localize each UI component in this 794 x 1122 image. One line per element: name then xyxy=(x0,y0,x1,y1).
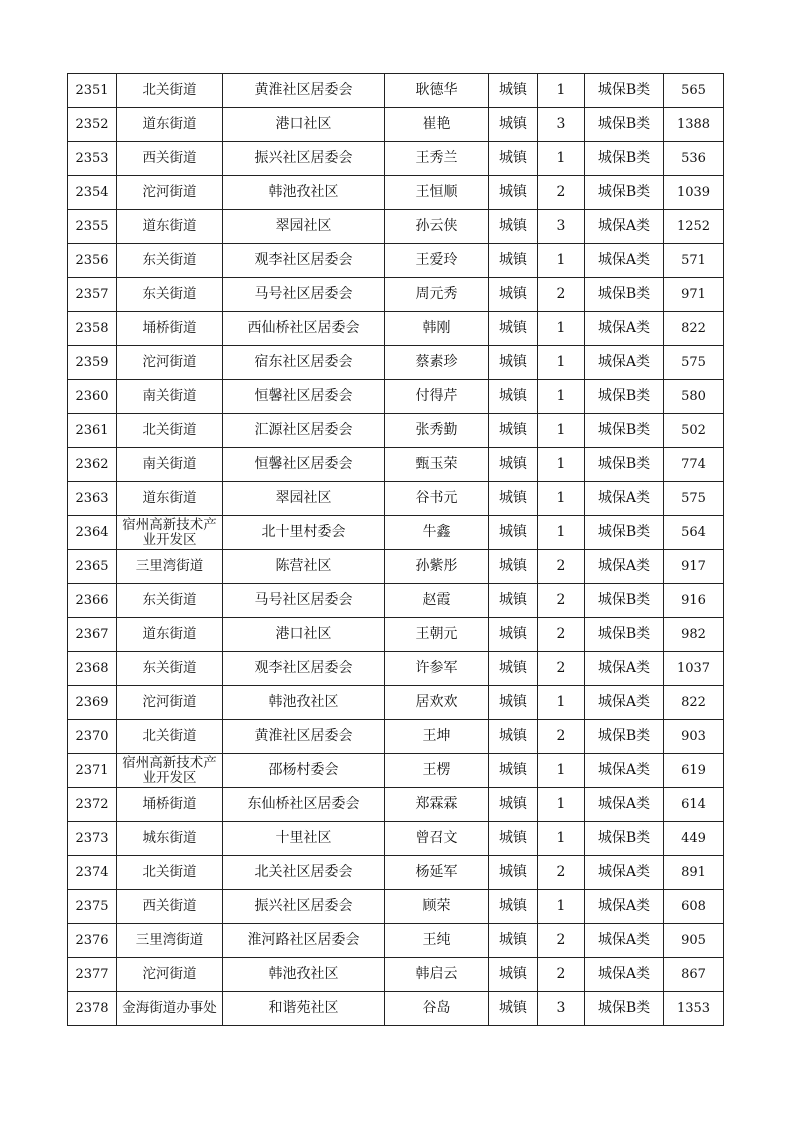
household-size-cell: 2 xyxy=(538,720,585,754)
recipient-name-cell: 韩刚 xyxy=(385,312,489,346)
household-type-cell: 城镇 xyxy=(489,244,538,278)
household-type-cell: 城镇 xyxy=(489,720,538,754)
household-type-cell: 城镇 xyxy=(489,550,538,584)
subdistrict-cell: 北关街道 xyxy=(117,856,223,890)
household-size-cell: 2 xyxy=(538,618,585,652)
serial-number-cell: 2366 xyxy=(68,584,117,618)
household-type-cell: 城镇 xyxy=(489,856,538,890)
household-type-cell: 城镇 xyxy=(489,890,538,924)
household-type-cell: 城镇 xyxy=(489,142,538,176)
subdistrict-cell: 宿州高新技术产业开发区 xyxy=(117,516,223,550)
household-type-cell: 城镇 xyxy=(489,822,538,856)
assistance-category-cell: 城保A类 xyxy=(585,958,664,992)
subdistrict-cell: 三里湾街道 xyxy=(117,924,223,958)
table-row xyxy=(68,516,724,550)
table-row xyxy=(68,312,724,346)
household-type-cell: 城镇 xyxy=(489,652,538,686)
subdistrict-cell: 东关街道 xyxy=(117,278,223,312)
recipient-name-cell: 耿德华 xyxy=(385,74,489,108)
household-type-cell: 城镇 xyxy=(489,754,538,788)
serial-number-cell: 2359 xyxy=(68,346,117,380)
assistance-category-cell: 城保B类 xyxy=(585,992,664,1026)
table-row xyxy=(68,142,724,176)
community-cell: 港口社区 xyxy=(223,618,385,652)
amount-cell: 982 xyxy=(664,618,724,652)
household-size-cell: 2 xyxy=(538,652,585,686)
assistance-category-cell: 城保B类 xyxy=(585,108,664,142)
household-size-cell: 1 xyxy=(538,142,585,176)
household-type-cell: 城镇 xyxy=(489,924,538,958)
amount-cell: 565 xyxy=(664,74,724,108)
household-type-cell: 城镇 xyxy=(489,482,538,516)
serial-number-cell: 2370 xyxy=(68,720,117,754)
recipient-name-cell: 赵霞 xyxy=(385,584,489,618)
amount-cell: 1353 xyxy=(664,992,724,1026)
serial-number-cell: 2357 xyxy=(68,278,117,312)
table-row xyxy=(68,584,724,618)
household-size-cell: 1 xyxy=(538,448,585,482)
subdistrict-cell: 道东街道 xyxy=(117,482,223,516)
household-size-cell: 1 xyxy=(538,788,585,822)
assistance-category-cell: 城保A类 xyxy=(585,890,664,924)
subdistrict-cell: 埇桥街道 xyxy=(117,312,223,346)
household-size-cell: 1 xyxy=(538,244,585,278)
amount-cell: 822 xyxy=(664,686,724,720)
recipient-name-cell: 曾召文 xyxy=(385,822,489,856)
table-row xyxy=(68,788,724,822)
assistance-category-cell: 城保A类 xyxy=(585,924,664,958)
recipient-name-cell: 顾荣 xyxy=(385,890,489,924)
community-cell: 港口社区 xyxy=(223,108,385,142)
community-cell: 翠园社区 xyxy=(223,482,385,516)
table-row xyxy=(68,856,724,890)
assistance-category-cell: 城保B类 xyxy=(585,822,664,856)
amount-cell: 608 xyxy=(664,890,724,924)
household-size-cell: 1 xyxy=(538,346,585,380)
subdistrict-cell: 道东街道 xyxy=(117,618,223,652)
subdistrict-cell: 北关街道 xyxy=(117,414,223,448)
subdistrict-cell: 宿州高新技术产业开发区 xyxy=(117,754,223,788)
community-cell: 汇源社区居委会 xyxy=(223,414,385,448)
subdistrict-cell: 沱河街道 xyxy=(117,686,223,720)
household-size-cell: 1 xyxy=(538,482,585,516)
household-size-cell: 1 xyxy=(538,516,585,550)
subdistrict-cell: 北关街道 xyxy=(117,720,223,754)
assistance-category-cell: 城保A类 xyxy=(585,210,664,244)
household-size-cell: 2 xyxy=(538,176,585,210)
recipient-name-cell: 孙紫彤 xyxy=(385,550,489,584)
recipient-name-cell: 王爱玲 xyxy=(385,244,489,278)
recipient-name-cell: 郑霖霖 xyxy=(385,788,489,822)
community-cell: 西仙桥社区居委会 xyxy=(223,312,385,346)
assistance-category-cell: 城保A类 xyxy=(585,346,664,380)
amount-cell: 917 xyxy=(664,550,724,584)
table-row xyxy=(68,890,724,924)
serial-number-cell: 2374 xyxy=(68,856,117,890)
table-row xyxy=(68,482,724,516)
amount-cell: 903 xyxy=(664,720,724,754)
household-type-cell: 城镇 xyxy=(489,74,538,108)
amount-cell: 822 xyxy=(664,312,724,346)
subdistrict-cell: 沱河街道 xyxy=(117,958,223,992)
household-type-cell: 城镇 xyxy=(489,176,538,210)
household-size-cell: 1 xyxy=(538,312,585,346)
recipient-name-cell: 居欢欢 xyxy=(385,686,489,720)
table-row xyxy=(68,210,724,244)
household-type-cell: 城镇 xyxy=(489,448,538,482)
serial-number-cell: 2373 xyxy=(68,822,117,856)
community-cell: 马号社区居委会 xyxy=(223,584,385,618)
community-cell: 翠园社区 xyxy=(223,210,385,244)
community-cell: 观李社区居委会 xyxy=(223,244,385,278)
assistance-category-cell: 城保A类 xyxy=(585,754,664,788)
recipient-name-cell: 周元秀 xyxy=(385,278,489,312)
subdistrict-cell: 南关街道 xyxy=(117,448,223,482)
table-row xyxy=(68,74,724,108)
amount-cell: 619 xyxy=(664,754,724,788)
serial-number-cell: 2355 xyxy=(68,210,117,244)
serial-number-cell: 2362 xyxy=(68,448,117,482)
amount-cell: 502 xyxy=(664,414,724,448)
subdistrict-cell: 沱河街道 xyxy=(117,346,223,380)
subdistrict-cell: 三里湾街道 xyxy=(117,550,223,584)
amount-cell: 580 xyxy=(664,380,724,414)
serial-number-cell: 2352 xyxy=(68,108,117,142)
household-size-cell: 1 xyxy=(538,414,585,448)
recipient-name-cell: 甄玉荣 xyxy=(385,448,489,482)
community-cell: 邵杨村委会 xyxy=(223,754,385,788)
serial-number-cell: 2364 xyxy=(68,516,117,550)
assistance-category-cell: 城保A类 xyxy=(585,482,664,516)
household-type-cell: 城镇 xyxy=(489,414,538,448)
household-size-cell: 2 xyxy=(538,278,585,312)
community-cell: 陈营社区 xyxy=(223,550,385,584)
assistance-category-cell: 城保B类 xyxy=(585,142,664,176)
assistance-category-cell: 城保B类 xyxy=(585,618,664,652)
assistance-category-cell: 城保B类 xyxy=(585,516,664,550)
serial-number-cell: 2363 xyxy=(68,482,117,516)
subdistrict-cell: 金海街道办事处 xyxy=(117,992,223,1026)
community-cell: 韩池孜社区 xyxy=(223,686,385,720)
household-type-cell: 城镇 xyxy=(489,346,538,380)
community-cell: 韩池孜社区 xyxy=(223,958,385,992)
subdistrict-cell: 北关街道 xyxy=(117,74,223,108)
assistance-category-cell: 城保A类 xyxy=(585,550,664,584)
community-cell: 淮河路社区居委会 xyxy=(223,924,385,958)
community-cell: 观李社区居委会 xyxy=(223,652,385,686)
subdistrict-cell: 城东街道 xyxy=(117,822,223,856)
serial-number-cell: 2351 xyxy=(68,74,117,108)
amount-cell: 774 xyxy=(664,448,724,482)
amount-cell: 1252 xyxy=(664,210,724,244)
household-type-cell: 城镇 xyxy=(489,278,538,312)
assistance-category-cell: 城保B类 xyxy=(585,720,664,754)
serial-number-cell: 2369 xyxy=(68,686,117,720)
community-cell: 北关社区居委会 xyxy=(223,856,385,890)
household-size-cell: 2 xyxy=(538,584,585,618)
community-cell: 东仙桥社区居委会 xyxy=(223,788,385,822)
community-cell: 振兴社区居委会 xyxy=(223,142,385,176)
amount-cell: 916 xyxy=(664,584,724,618)
assistance-category-cell: 城保B类 xyxy=(585,380,664,414)
serial-number-cell: 2358 xyxy=(68,312,117,346)
recipient-name-cell: 谷书元 xyxy=(385,482,489,516)
serial-number-cell: 2371 xyxy=(68,754,117,788)
serial-number-cell: 2360 xyxy=(68,380,117,414)
household-size-cell: 3 xyxy=(538,108,585,142)
serial-number-cell: 2376 xyxy=(68,924,117,958)
subdistrict-cell: 埇桥街道 xyxy=(117,788,223,822)
community-cell: 马号社区居委会 xyxy=(223,278,385,312)
household-size-cell: 2 xyxy=(538,958,585,992)
household-type-cell: 城镇 xyxy=(489,108,538,142)
assistance-category-cell: 城保A类 xyxy=(585,244,664,278)
serial-number-cell: 2378 xyxy=(68,992,117,1026)
serial-number-cell: 2356 xyxy=(68,244,117,278)
subdistrict-cell: 西关街道 xyxy=(117,142,223,176)
table-row xyxy=(68,618,724,652)
table-row xyxy=(68,448,724,482)
table-row xyxy=(68,720,724,754)
recipient-name-cell: 蔡素珍 xyxy=(385,346,489,380)
subdistrict-cell: 东关街道 xyxy=(117,244,223,278)
household-type-cell: 城镇 xyxy=(489,992,538,1026)
amount-cell: 571 xyxy=(664,244,724,278)
table-row xyxy=(68,958,724,992)
assistance-category-cell: 城保B类 xyxy=(585,414,664,448)
serial-number-cell: 2372 xyxy=(68,788,117,822)
serial-number-cell: 2375 xyxy=(68,890,117,924)
amount-cell: 891 xyxy=(664,856,724,890)
household-type-cell: 城镇 xyxy=(489,516,538,550)
household-size-cell: 3 xyxy=(538,210,585,244)
subdistrict-cell: 西关街道 xyxy=(117,890,223,924)
table-row xyxy=(68,550,724,584)
table-row xyxy=(68,244,724,278)
recipient-name-cell: 王秀兰 xyxy=(385,142,489,176)
table-row xyxy=(68,652,724,686)
subdistrict-cell: 南关街道 xyxy=(117,380,223,414)
amount-cell: 536 xyxy=(664,142,724,176)
recipient-name-cell: 谷岛 xyxy=(385,992,489,1026)
household-type-cell: 城镇 xyxy=(489,210,538,244)
serial-number-cell: 2353 xyxy=(68,142,117,176)
household-type-cell: 城镇 xyxy=(489,958,538,992)
household-type-cell: 城镇 xyxy=(489,788,538,822)
household-type-cell: 城镇 xyxy=(489,312,538,346)
household-size-cell: 1 xyxy=(538,380,585,414)
household-size-cell: 3 xyxy=(538,992,585,1026)
subdistrict-cell: 道东街道 xyxy=(117,108,223,142)
household-size-cell: 2 xyxy=(538,550,585,584)
community-cell: 宿东社区居委会 xyxy=(223,346,385,380)
recipient-name-cell: 王恒顺 xyxy=(385,176,489,210)
serial-number-cell: 2361 xyxy=(68,414,117,448)
recipient-name-cell: 杨延军 xyxy=(385,856,489,890)
amount-cell: 575 xyxy=(664,482,724,516)
table-row xyxy=(68,414,724,448)
household-type-cell: 城镇 xyxy=(489,380,538,414)
household-size-cell: 1 xyxy=(538,754,585,788)
table-row xyxy=(68,822,724,856)
recipient-name-cell: 王朝元 xyxy=(385,618,489,652)
community-cell: 韩池孜社区 xyxy=(223,176,385,210)
household-size-cell: 1 xyxy=(538,74,585,108)
amount-cell: 564 xyxy=(664,516,724,550)
household-type-cell: 城镇 xyxy=(489,686,538,720)
table-row xyxy=(68,176,724,210)
table-row xyxy=(68,108,724,142)
assistance-category-cell: 城保A类 xyxy=(585,686,664,720)
assistance-category-cell: 城保B类 xyxy=(585,74,664,108)
community-cell: 振兴社区居委会 xyxy=(223,890,385,924)
serial-number-cell: 2365 xyxy=(68,550,117,584)
recipient-name-cell: 崔艳 xyxy=(385,108,489,142)
amount-cell: 905 xyxy=(664,924,724,958)
household-size-cell: 2 xyxy=(538,924,585,958)
community-cell: 恒馨社区居委会 xyxy=(223,448,385,482)
community-cell: 十里社区 xyxy=(223,822,385,856)
household-type-cell: 城镇 xyxy=(489,618,538,652)
household-size-cell: 2 xyxy=(538,856,585,890)
recipient-name-cell: 张秀勤 xyxy=(385,414,489,448)
assistance-category-cell: 城保B类 xyxy=(585,584,664,618)
serial-number-cell: 2368 xyxy=(68,652,117,686)
household-size-cell: 1 xyxy=(538,822,585,856)
assistance-roster-table xyxy=(67,73,724,1026)
amount-cell: 1388 xyxy=(664,108,724,142)
serial-number-cell: 2354 xyxy=(68,176,117,210)
assistance-category-cell: 城保B类 xyxy=(585,176,664,210)
table-row xyxy=(68,278,724,312)
household-size-cell: 1 xyxy=(538,686,585,720)
table-row xyxy=(68,686,724,720)
amount-cell: 575 xyxy=(664,346,724,380)
assistance-category-cell: 城保B类 xyxy=(585,278,664,312)
amount-cell: 971 xyxy=(664,278,724,312)
assistance-category-cell: 城保A类 xyxy=(585,312,664,346)
amount-cell: 1039 xyxy=(664,176,724,210)
amount-cell: 1037 xyxy=(664,652,724,686)
table-row xyxy=(68,924,724,958)
serial-number-cell: 2377 xyxy=(68,958,117,992)
recipient-name-cell: 孙云侠 xyxy=(385,210,489,244)
recipient-name-cell: 王楞 xyxy=(385,754,489,788)
community-cell: 黄淮社区居委会 xyxy=(223,74,385,108)
household-type-cell: 城镇 xyxy=(489,584,538,618)
subdistrict-cell: 道东街道 xyxy=(117,210,223,244)
household-size-cell: 1 xyxy=(538,890,585,924)
amount-cell: 449 xyxy=(664,822,724,856)
assistance-category-cell: 城保A类 xyxy=(585,788,664,822)
recipient-name-cell: 牛鑫 xyxy=(385,516,489,550)
table-body xyxy=(68,74,724,1026)
subdistrict-cell: 东关街道 xyxy=(117,652,223,686)
serial-number-cell: 2367 xyxy=(68,618,117,652)
recipient-name-cell: 韩启云 xyxy=(385,958,489,992)
amount-cell: 614 xyxy=(664,788,724,822)
assistance-category-cell: 城保A类 xyxy=(585,856,664,890)
assistance-category-cell: 城保A类 xyxy=(585,652,664,686)
assistance-category-cell: 城保B类 xyxy=(585,448,664,482)
community-cell: 黄淮社区居委会 xyxy=(223,720,385,754)
recipient-name-cell: 许参军 xyxy=(385,652,489,686)
table-row xyxy=(68,380,724,414)
subdistrict-cell: 东关街道 xyxy=(117,584,223,618)
table-row xyxy=(68,992,724,1026)
table-row xyxy=(68,346,724,380)
community-cell: 北十里村委会 xyxy=(223,516,385,550)
recipient-name-cell: 王纯 xyxy=(385,924,489,958)
subdistrict-cell: 沱河街道 xyxy=(117,176,223,210)
table-row xyxy=(68,754,724,788)
recipient-name-cell: 付得芹 xyxy=(385,380,489,414)
recipient-name-cell: 王坤 xyxy=(385,720,489,754)
amount-cell: 867 xyxy=(664,958,724,992)
community-cell: 和谐苑社区 xyxy=(223,992,385,1026)
community-cell: 恒馨社区居委会 xyxy=(223,380,385,414)
